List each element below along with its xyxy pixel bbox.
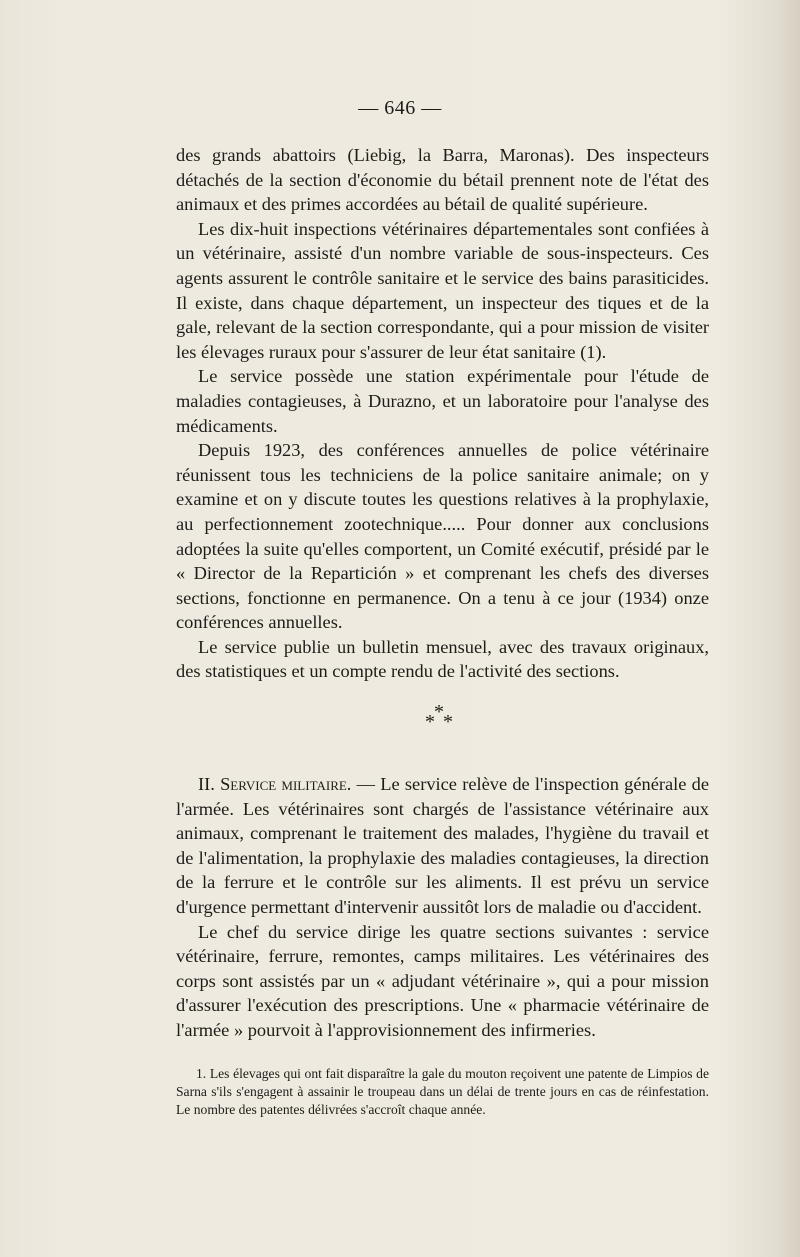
paragraph: Le chef du service dirige les quatre sections suivantes : service vétérinaire, ferrure, remontes, camps militaires. Les vétérinaires des corps sont assistés par un « adjudant vétérinaire », qui a pour mission d'assurer l'exécution des prescriptions. Une « pharmacie vétérinaire de l'armée » pourvoit à l'approvisionnement des infirmeries.: [176, 921, 709, 1040]
asterisk: *: [425, 711, 435, 734]
paragraph: Depuis 1923, des conférences annuelles de police vétérinaire réunissent tous les techniciens de la police sanitaire animale; on y examine et on y discute toutes les questions relatives à la prophylaxie, au perfectionnement zootechnique..... Pour donner aux conclusions adoptées la suite qu'elles comportent, un Comité exécutif, présidé par le « Director de la Repartición » et comprenant les chefs des diverses sections, fonctionne en permanence. On a tenu à ce jour (1934) onze conférences annuelles.: [176, 440, 709, 633]
section-heading: II. Service militaire.: [198, 774, 352, 795]
paragraph-text: Les dix-huit inspections vétérinaires départementales sont confiées à un vétérinaire, assisté d'un nombre variable de sous-inspecteurs. Ces agents assurent le contrôle sanitaire et le service des bains parasiticides. Il existe, dans chaque département, un inspecteur des tiques et de la gale, relevant de la section correspondante, qui a pour mission de visiter les élevages ruraux pour s'assurer de leur état sanitaire: [176, 218, 709, 362]
asterism-separator: [176, 702, 709, 754]
paragraph-with-footnote: [176, 217, 709, 365]
footnote-text: 1. Les élevages qui ont fait disparaître la gale du mouton reçoivent une patente de Limpios de Sarna s'ils s'engagent à assainir le troupeau dans un délai de trente jours en cas de réinfestation. Le nombre des patentes délivrées s'accroît chaque année.: [176, 1065, 709, 1117]
footnote: [176, 1065, 709, 1120]
section-paragraph: [176, 772, 709, 920]
footnote-reference: (1).: [580, 341, 607, 362]
paragraph: Le service possède une station expérimentale pour l'étude de maladies contagieuses, à Durazno, et un laboratoire pour l'analyse des médicaments.: [176, 366, 709, 436]
asterisk: *: [434, 701, 444, 724]
section-text: — Le service relève de l'inspection générale de l'armée. Les vétérinaires sont chargés de l'assistance vétérinaire aux animaux, comprenant le traitement des malades, l'hygiène du travail et de l'alimentation, la prophylaxie des maladies contagieuses, la direction de la ferrure et le contrôle sur les aliments. Il est prévu un service d'urgence permettant d'intervenir aussitôt lors de maladie ou d'accident.: [176, 774, 710, 918]
page-number: — 646 —: [358, 97, 442, 119]
paragraph: des grands abattoirs (Liebig, la Barra, Maronas). Des inspecteurs détachés de la section d'économie du bétail prennent note de l'état des animaux et des primes accordées au bétail de qualité supérieure.: [176, 145, 709, 215]
body-text: [176, 143, 709, 1119]
asterisk: *: [443, 711, 453, 734]
paragraph: Le service publie un bulletin mensuel, avec des travaux originaux, des statistiques et un compte rendu de l'activité des sections.: [176, 636, 709, 682]
